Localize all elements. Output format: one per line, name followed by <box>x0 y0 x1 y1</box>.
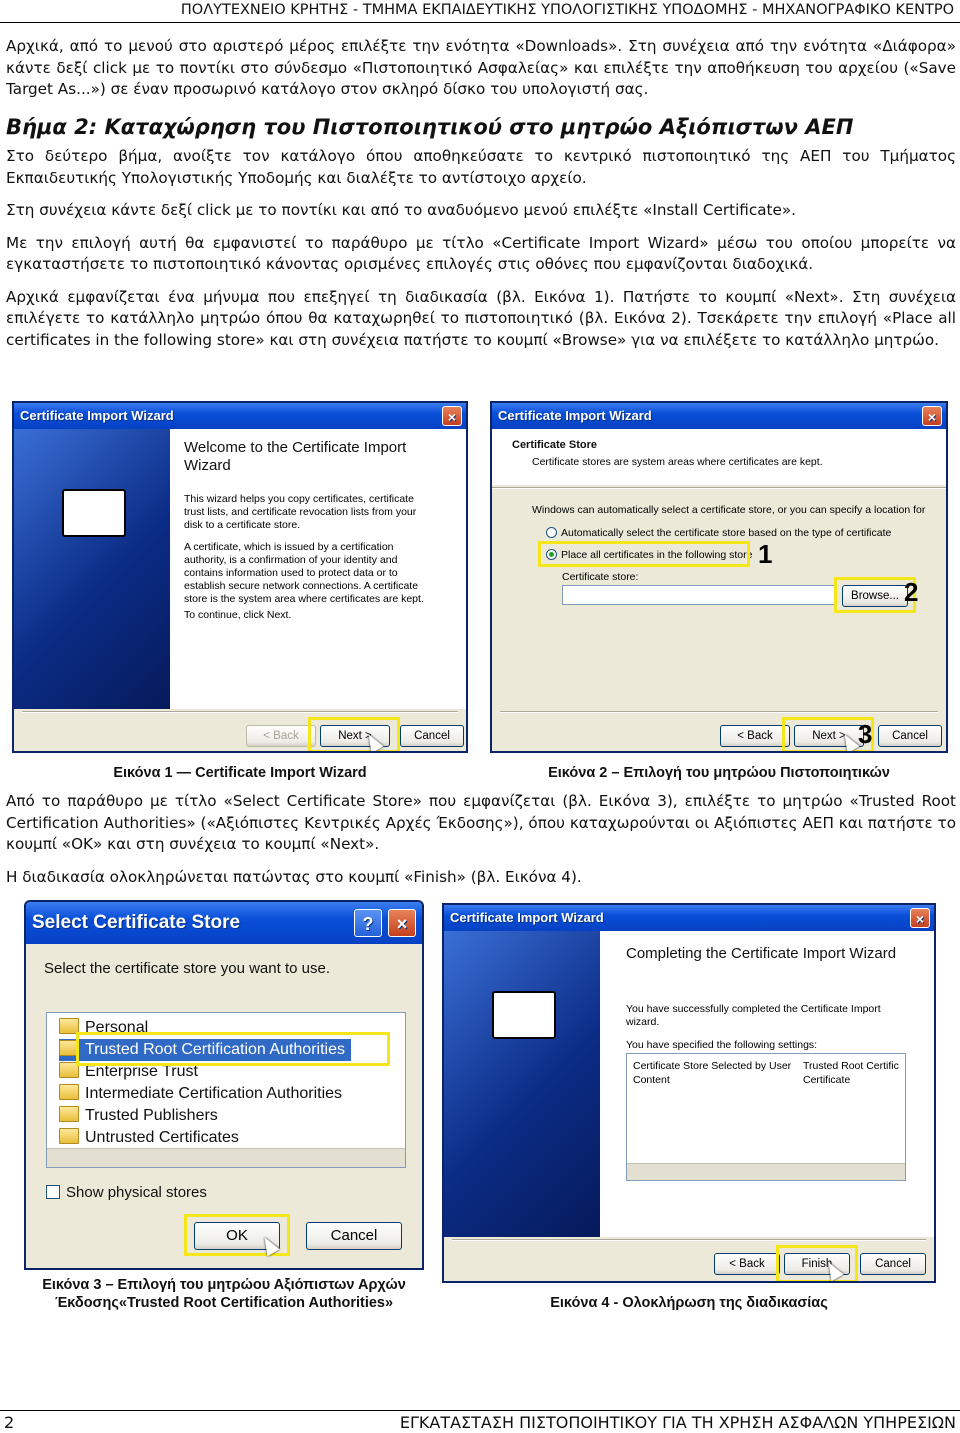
list-item[interactable]: Intermediate Certification Authorities <box>59 1083 342 1105</box>
figure-1-caption: Εικόνα 1 — Certificate Import Wizard <box>113 765 367 781</box>
place-option-highlight <box>538 541 753 567</box>
running-title: ΠΟΛΥΤΕΧΝΕΙΟ ΚΡΗΤΗΣ - ΤΜΗΜΑ ΕΚΠΑΙΔΕΥΤΙΚΗΣ ΥΠΟΛΟΓΙΣΤΙΚΗΣ ΥΠΟΔΟΜΗΣ - ΜΗΧΑΝΟΓΡΑΦΙΚΟ ΚΕΝΤΡΟ <box>180 2 954 18</box>
back-button[interactable]: < Back <box>714 1253 780 1275</box>
next-button[interactable]: Next > <box>794 725 864 747</box>
cancel-button[interactable]: Cancel <box>400 725 464 747</box>
cancel-button[interactable]: Cancel <box>306 1222 402 1250</box>
figure-2-titlebar <box>492 403 946 429</box>
option-auto-label: Automatically select the certificate store based on the type of certificate <box>561 527 892 539</box>
finish-highlight <box>776 1245 858 1283</box>
folder-icon <box>59 1106 79 1122</box>
figure-4-content <box>600 931 934 1237</box>
footer-title: ΕΓΚΑΤΑΣΤΑΣΗ ΠΙΣΤΟΠΟΙΗΤΙΚΟΥ ΓΙΑ ΤΗ ΧΡΗΣΗ ΑΣΦΑΛΩΝ ΥΠΗΡΕΣΙΩΝ <box>399 1413 956 1432</box>
certificate-store-field[interactable] <box>562 585 836 605</box>
show-physical-stores[interactable]: Show physical stores <box>46 1184 207 1201</box>
close-icon[interactable]: × <box>388 909 416 937</box>
wizard-text-2: A certificate, which is issued by a certification authority, is a confirmation of your identity and contains information used to protect data or to establish secure network connections. A certificate store is the system area where certificates are kept. <box>184 541 424 605</box>
horizontal-scrollbar[interactable] <box>627 1163 905 1180</box>
header-separator <box>492 487 946 489</box>
continued-text <box>6 791 956 899</box>
option-place-label: Place all certificates in the following store <box>561 549 753 561</box>
figure-4-caption: Εικόνα 4 - Ολοκλήρωση της διαδικασίας <box>550 1295 828 1311</box>
horizontal-scrollbar[interactable] <box>47 1148 405 1167</box>
button-separator <box>452 1239 926 1241</box>
back-button[interactable]: < Back <box>720 725 790 747</box>
help-icon[interactable]: ? <box>354 909 382 937</box>
show-physical-checkbox[interactable] <box>46 1185 60 1199</box>
store-label: Certificate store: <box>562 571 639 583</box>
figure-1-content <box>170 429 466 709</box>
trusted-root-highlight <box>76 1032 390 1066</box>
completion-text: You have successfully completed the Certificate Import wizard. <box>626 1003 881 1028</box>
section-description: Certificate stores are system areas where certificates are kept. <box>532 456 823 468</box>
setting-value-store: Trusted Root Certific <box>803 1060 899 1072</box>
settings-list[interactable] <box>626 1053 906 1181</box>
list-item[interactable]: Enterprise Trust <box>59 1061 198 1083</box>
step-mark-3: 3 <box>858 719 873 749</box>
figure-2-header-band <box>492 429 946 485</box>
footer-rule <box>0 1410 960 1411</box>
close-icon[interactable]: × <box>922 406 942 426</box>
ok-button[interactable]: OK <box>194 1222 280 1250</box>
figure-1-title: Certificate Import Wizard <box>20 408 174 423</box>
figure-3-caption: Εικόνα 3 – Επιλογή του μητρώου Αξιόπιστων Αρχών Έκδοσης«Trusted Root Certification Authorities» <box>42 1277 406 1311</box>
cancel-button[interactable]: Cancel <box>878 725 942 747</box>
running-header <box>0 0 960 23</box>
certificate-icon <box>492 991 556 1039</box>
figure-4-wizard-window <box>442 903 936 1283</box>
radio-auto[interactable] <box>546 527 557 538</box>
figure-3-select-store-window <box>24 900 424 1270</box>
figure-2-title: Certificate Import Wizard <box>498 408 652 423</box>
figure-4-title: Certificate Import Wizard <box>450 910 604 925</box>
completing-heading: Completing the Certificate Import Wizard <box>626 945 897 962</box>
setting-key-content: Content <box>633 1074 670 1086</box>
step2-paragraph-2: Στη συνέχεια κάντε δεξί click με το ποντίκι και από το αναδυόμενο μενού επιλέξτε «Install Certificate». <box>6 201 796 219</box>
wizard-side-graphic <box>14 429 170 709</box>
wizard-text-3: To continue, click Next. <box>184 609 292 621</box>
figure-3-title: Select Certificate Store <box>32 912 241 933</box>
next-highlight <box>308 717 400 753</box>
step2-paragraph-6: Η διαδικασία ολοκληρώνεται πατώντας στο κουμπί «Finish» (βλ. Εικόνα 4). <box>6 867 582 886</box>
figure-2-wizard-window <box>490 401 948 753</box>
figure-4-titlebar <box>444 905 934 931</box>
section-title: Certificate Store <box>512 439 597 451</box>
button-separator <box>500 711 938 713</box>
settings-text: You have specified the following settings: <box>626 1039 818 1051</box>
store-prompt: Windows can automatically select a certificate store, or you can specify a location for <box>532 504 926 516</box>
page-number: 2 <box>4 1413 15 1432</box>
list-item[interactable]: Trusted Publishers <box>59 1105 218 1127</box>
step2-paragraph-4: Αρχικά εμφανίζεται ένα μήνυμα που επεξηγεί τη διαδικασία (βλ. Εικόνα 1). Πατήστε το κουμπί «Next». Στη συνέχεια επιλέγετε το κατάλληλο μητρώο όπου θα καταχωρηθεί το πιστοποιητικό (βλ. Εικόνα 2). Τσεκάρετε την επιλογή «Place all certificates in the following store» και στη συνέχεια πατήστε το κουμπί «Browse» για να επιλέξετε το κατάλληλο μητρώο. <box>6 287 956 349</box>
close-icon[interactable]: × <box>910 908 930 928</box>
intro-paragraph: Αρχικά, από το μενού στο αριστερό μέρος επιλέξτε την ενότητα «Downloads». Στη συνέχεια από την ενότητα «Διάφορα» κάντε δεξί click με το ποντίκι στο σύνδεσμο «Πιστοποιητικό Ασφαλείας» και επιλέξτε την αποθήκευση του αρχείου («Save Target As...») σε έναν προσωρινό κατάλογο στον σκληρό δίσκο του υπολογιστή σας. <box>6 37 956 98</box>
step-mark-1: 1 <box>758 539 773 569</box>
setting-key-store: Certificate Store Selected by User <box>633 1060 792 1072</box>
figure-1-wizard-window <box>12 401 468 753</box>
list-item[interactable]: Untrusted Certificates <box>59 1127 239 1149</box>
option-auto-select[interactable] <box>546 527 891 540</box>
browse-button[interactable]: Browse... <box>842 585 908 607</box>
welcome-heading: Welcome to the Certificate Import Wizard <box>184 439 407 474</box>
list-item-selected[interactable]: Trusted Root Certification Authorities <box>59 1039 351 1061</box>
setting-value-content: Certificate <box>803 1074 851 1086</box>
wizard-side-graphic <box>444 931 600 1237</box>
figure-1-titlebar <box>14 403 466 429</box>
step2-paragraph-1: Στο δεύτερο βήμα, ανοίξτε τον κατάλογο όπου αποθηκεύσατε το κεντρικό πιστοποιητικό της ΑΕΠ του Τμήματος Εκπαιδευτικής Υπολογιστικής Υποδομής και διαλέξτε το αντίστοιχο αρχείο. <box>6 147 956 187</box>
finish-button[interactable]: Finish <box>784 1253 850 1275</box>
list-item[interactable]: Personal <box>59 1017 148 1039</box>
figure-3-titlebar <box>26 902 422 944</box>
certificate-icon <box>62 489 126 537</box>
wizard-text-1: This wizard helps you copy certificates, certificate trust lists, and certificate revocation lists from your disk to a certificate store. <box>184 493 417 531</box>
button-separator <box>22 711 458 713</box>
folder-icon <box>59 1128 79 1144</box>
step-mark-2: 2 <box>904 577 919 607</box>
store-prompt: Select the certificate store you want to use. <box>44 960 330 977</box>
intro-text <box>6 36 956 362</box>
cancel-button[interactable]: Cancel <box>860 1253 926 1275</box>
step2-heading: Βήμα 2: Καταχώρηση του Πιστοποιητικού στο μητρώο Αξιόπιστων ΑΕΠ <box>6 114 854 139</box>
figure-2-caption: Εικόνα 2 – Επιλογή του μητρώου Πιστοποιητικών <box>548 765 890 781</box>
step2-paragraph-3: Με την επιλογή αυτή θα εμφανιστεί το παράθυρο με τίτλο «Certificate Import Wizard» μέσω του οποίου μπορείτε να εγκαταστήσετε το πιστοποιητικό κάνοντας ορισμένες επιλογές στις οθόνες που εμφανίζονται διαδοχικά. <box>6 233 956 273</box>
close-icon[interactable]: × <box>442 406 462 426</box>
step2-paragraph-5: Από το παράθυρο με τίτλο «Select Certificate Store» που εμφανίζεται (βλ. Εικόνα 3), επιλέξτε το μητρώο «Trusted Root Certification Authorities» («Αξιόπιστες Κεντρικές Αρχές Έκδοσης»), όπου καταχωρούνται οι Αξιόπιστες ΑΕΠ και πατήστε το κουμπί «ΟΚ» και στη συνέχεια το κουμπί «Next». <box>6 792 956 853</box>
back-button[interactable]: < Back <box>246 725 316 747</box>
folder-icon <box>59 1084 79 1100</box>
next-button[interactable]: Next > <box>320 725 390 747</box>
